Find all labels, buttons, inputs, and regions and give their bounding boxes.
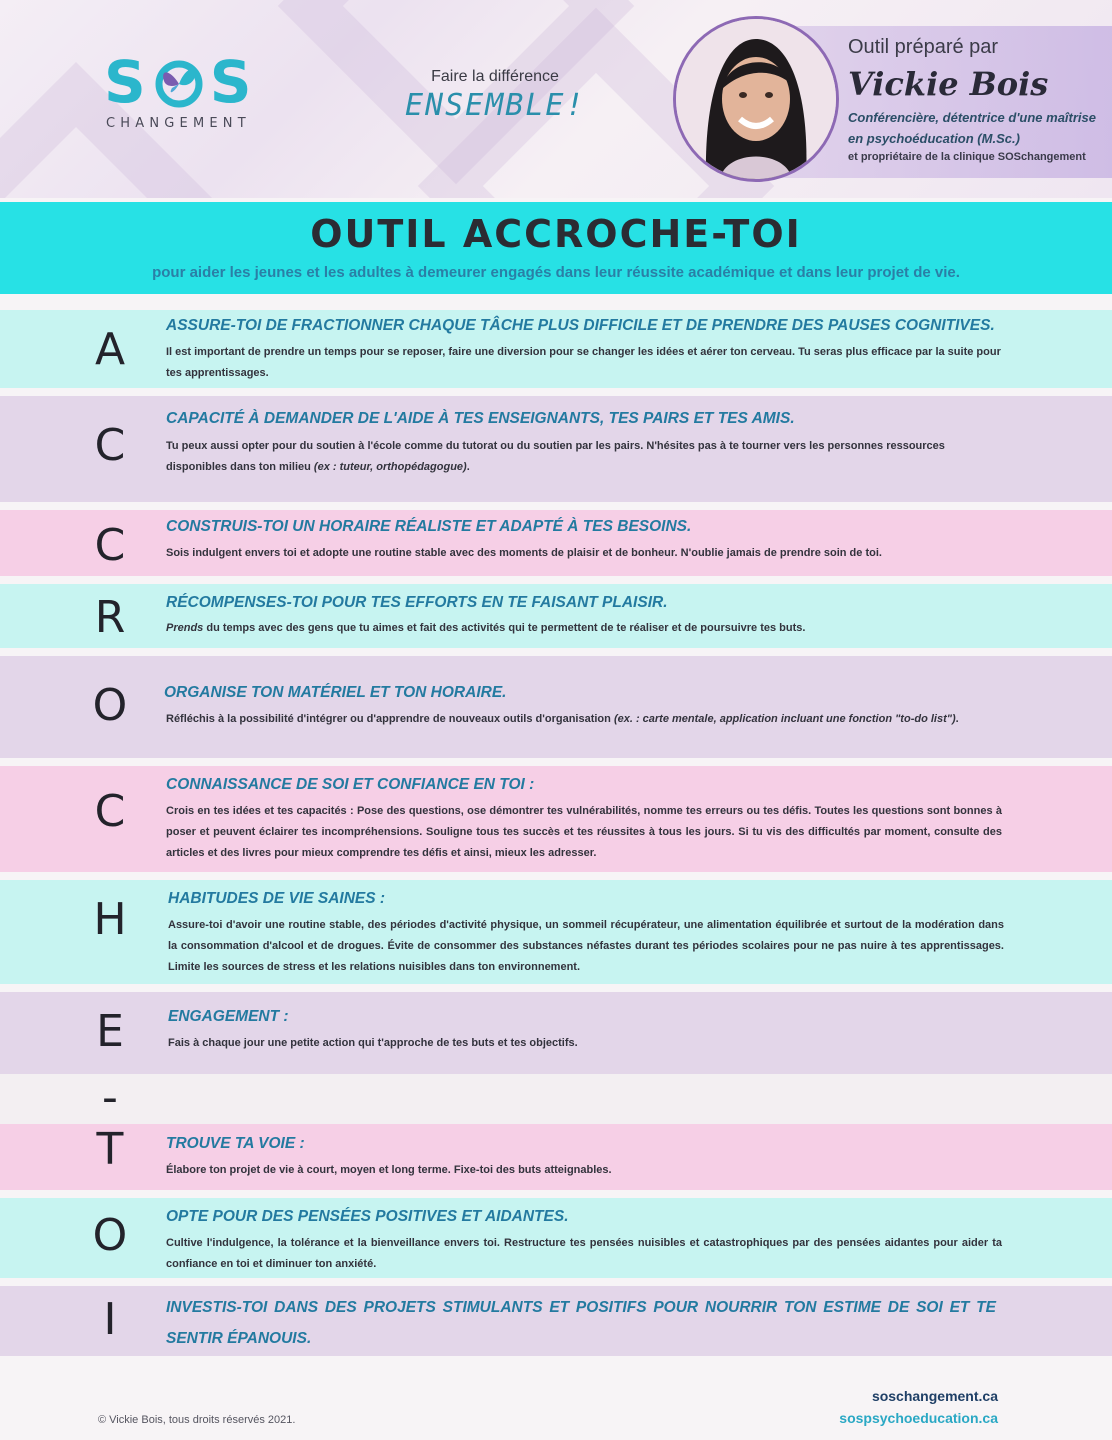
row-body — [166, 709, 1002, 730]
title-band — [0, 202, 1112, 294]
row-body-end: . — [955, 713, 959, 725]
row-heading: CONNAISSANCE DE SOI ET CONFIANCE EN TOI : — [166, 776, 535, 793]
row-heading: INVESTIS-TOI DANS DES PROJETS STIMULANTS ET POSITIFS POUR NOURRIR TON ESTIME DE SOI ET TE SENTIR ÉPANOUIS. — [166, 1299, 996, 1347]
acrostic-row-i — [0, 1286, 1112, 1356]
author-credentials: Conférencière, détentrice d'une maîtrise en psychoéducation (M.Sc.) — [848, 110, 1097, 146]
row-body: Élabore ton projet de vie à court, moyen et long terme. Fixe-toi des buts atteignables. — [166, 1164, 612, 1176]
page-title: OUTIL ACCROCHE-TOI — [310, 212, 802, 256]
acrostic-row-c3 — [0, 766, 1112, 872]
logo-letter-s: S — [104, 48, 148, 116]
acrostic-letter: C — [94, 520, 126, 571]
acrostic-row-c2 — [0, 510, 1112, 576]
row-body-end: . — [466, 461, 470, 473]
author-photo — [673, 16, 839, 182]
logo-subtitle: CHANGEMENT — [106, 116, 251, 131]
row-heading: CAPACITÉ À DEMANDER DE L'AIDE À TES ENSEIGNANTS, TES PAIRS ET TES AMIS. — [166, 410, 795, 427]
row-body: Sois indulgent envers toi et adopte une routine stable avec des moments de plaisir et de bonheur. N'oublie jamais de prendre soin de toi. — [166, 547, 882, 559]
acrostic-row-o2 — [0, 1198, 1112, 1278]
copyright: © Vickie Bois, tous droits réservés 2021. — [98, 1414, 296, 1426]
row-body-text: du temps avec des gens que tu aimes et fait des activités qui te permettent de te réaliser et de poursuivre tes buts. — [203, 622, 806, 634]
acrostic-row-o1 — [0, 656, 1112, 758]
acrostic-row-a — [0, 310, 1112, 388]
row-body: Il est important de prendre un temps pour se reposer, faire une diversion pour se changer les idées et aérer ton cerveau. Tu seras plus efficace par la suite pour tes apprentissages. — [166, 346, 1001, 379]
author-name: Vickie Bois — [848, 65, 1049, 103]
row-body-emphasis: Prends — [166, 622, 204, 634]
acrostic-letter: T — [96, 1124, 124, 1175]
website-link-soschangement[interactable]: soschangement.ca — [871, 1388, 998, 1404]
row-body: Assure-toi d'avoir une routine stable, des périodes d'activité physique, un sommeil récupérateur, une alimentation équilibrée et surtout de la modération dans la consommation d'alcool et de drogues. Évite de consommer des substances néfastes durant tes périodes scolaires pour ne pas nuire à tes apprentissages. Limite les sources de stress et les relations nuisibles dans ton environnement. — [168, 919, 1004, 973]
row-body: Crois en tes idées et tes capacités : Pose des questions, ose démontrer tes vulnérabilités, nomme tes erreurs ou tes défis. Toutes les questions sont bonnes à poser et peuvent éclairer tes incompréhensions. Souligne tous tes succès et tes réussites à tous les jours. Si tu vis des difficultés par moment, consulte des articles et des livres pour mieux comprendre tes défis et ainsi, mieux les adresser. — [166, 805, 1002, 859]
acrostic-row-h — [0, 880, 1112, 984]
acrostic-row-r — [0, 584, 1112, 648]
row-heading: HABITUDES DE VIE SAINES : — [168, 890, 386, 907]
row-body-text: Tu peux aussi opter pour du soutien à l'école comme du tutorat ou du soutien par les pairs. N'hésites pas à te tourner vers les personnes ressources disponibles dans ton milieu — [166, 440, 945, 473]
butterfly-o-icon — [152, 55, 206, 109]
acrostic-letter: O — [92, 680, 128, 731]
portrait-icon — [676, 19, 836, 179]
row-body-text: Réfléchis à la possibilité d'intégrer ou d'apprendre de nouveaux outils d'organisation — [166, 713, 611, 725]
acrostic-letter: H — [93, 894, 127, 945]
sos-changement-logo — [104, 48, 274, 142]
author-info — [848, 36, 1108, 163]
row-body-example: (ex. : carte mentale, application incluant une fonction "to-do list") — [613, 713, 956, 725]
acrostic-letter: A — [94, 324, 126, 375]
row-heading: RÉCOMPENSES-TOI POUR TES EFFORTS EN TE FAISANT PLAISIR. — [166, 594, 668, 611]
page-subtitle: pour aider les jeunes et les adultes à demeurer engagés dans leur réussite académique et dans leur projet de vie. — [152, 264, 960, 281]
row-body: Cultive l'indulgence, la tolérance et la bienveillance envers toi. Restructure tes pensées nuisibles et catastrophiques par des pensées aidantes pour aider ta confiance en toi et diminuer ton anxiété. — [166, 1237, 1002, 1270]
acrostic-row-t — [0, 1124, 1112, 1190]
acrostic-hyphen: - — [102, 1072, 118, 1123]
prepared-by-label: Outil préparé par — [848, 36, 999, 58]
row-heading: OPTE POUR DES PENSÉES POSITIVES ET AIDANTES. — [166, 1208, 569, 1225]
tagline — [405, 68, 585, 123]
row-heading: ENGAGEMENT : — [168, 1008, 289, 1025]
row-body-example: (ex : tuteur, orthopédagogue) — [313, 461, 467, 473]
row-body: Fais à chaque jour une petite action qui t'approche de tes buts et tes objectifs. — [168, 1037, 578, 1049]
acrostic-row-hyphen — [0, 1074, 1112, 1124]
tagline-line-1: Faire la différence — [431, 68, 559, 85]
acrostic-row-e — [0, 992, 1112, 1074]
author-clinic: et propriétaire de la clinique SOSchangement — [848, 151, 1086, 163]
website-link-sospsychoeducation[interactable]: sospsychoeducation.ca — [839, 1410, 998, 1426]
tagline-line-2: ENSEMBLE! — [405, 88, 586, 123]
acrostic-letter: C — [94, 786, 126, 837]
acrostic-row-c1 — [0, 396, 1112, 502]
acrostic-letter: R — [94, 592, 126, 643]
row-heading: ASSURE-TOI DE FRACTIONNER CHAQUE TÂCHE PLUS DIFFICILE ET DE PRENDRE DES PAUSES COGNITIVES. — [166, 317, 995, 334]
acrostic-letter: C — [94, 420, 126, 471]
row-heading: TROUVE TA VOIE : — [166, 1135, 305, 1152]
row-heading: ORGANISE TON MATÉRIEL ET TON HORAIRE. — [164, 684, 507, 701]
row-heading: CONSTRUIS-TOI UN HORAIRE RÉALISTE ET ADAPTÉ À TES BESOINS. — [166, 518, 692, 535]
acrostic-letter: O — [92, 1210, 128, 1261]
logo-letter-s: S — [209, 48, 254, 116]
row-body — [166, 618, 1002, 639]
acrostic-letter: I — [103, 1294, 117, 1345]
acrostic-letter: E — [96, 1006, 124, 1057]
row-body — [166, 436, 1002, 478]
